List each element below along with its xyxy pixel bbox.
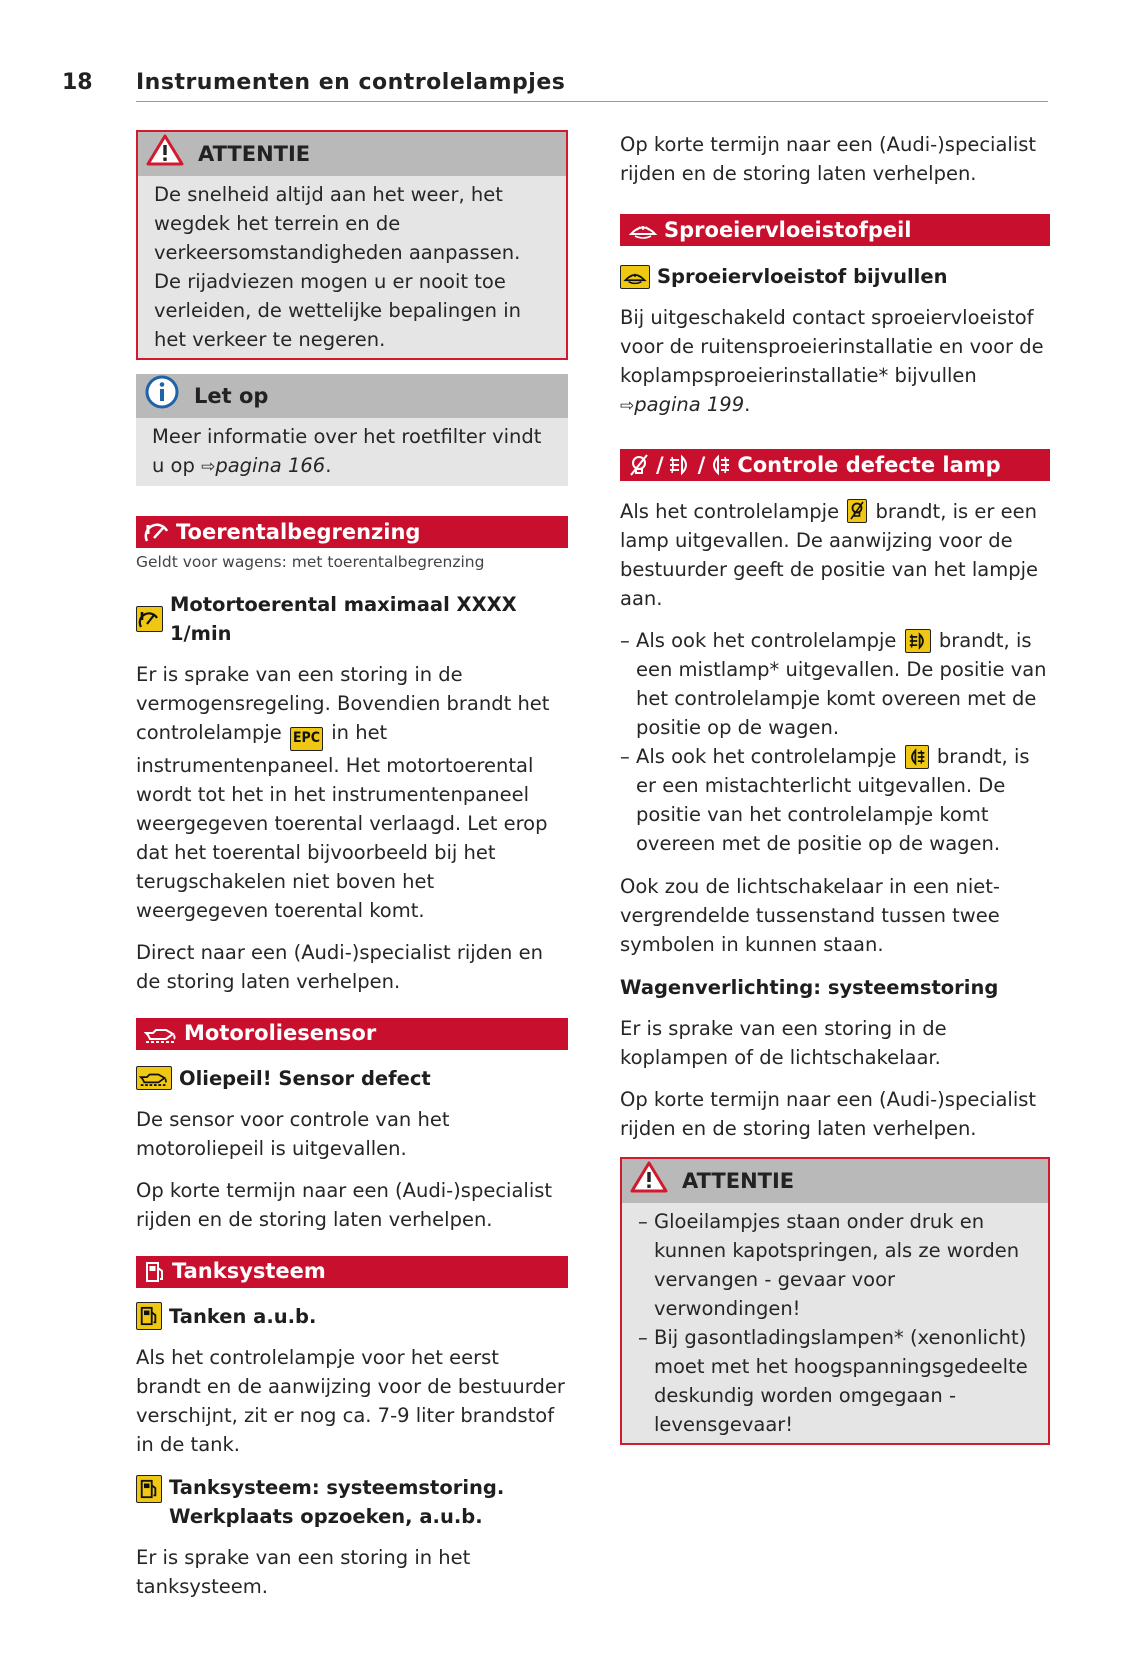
section-toerentalbegrenzing [136,516,568,548]
separator-slash: / [697,452,706,477]
applies-note: Geldt voor wagens: met toerentalbegrenzing [136,553,485,571]
section-controle-defecte-lamp [620,449,1050,481]
subhead-sproeiervloeistof: Sproeiervloeistof bijvullen [620,262,1050,291]
section-motoroliesensor [136,1018,568,1050]
paragraph: Als het controlelampje brandt, is er een lamp uitgevallen. De aanwijzing voor de bestuurder geeft de positie van het lampje aan. [620,500,1039,610]
attentie-header [138,132,566,176]
page-reference-link[interactable]: pagina 166 [215,454,326,477]
oil-sensor-icon [136,1066,172,1090]
fuel-icon [136,1302,162,1330]
rpm-limit-icon [144,521,170,543]
dash-list [638,1207,1034,1439]
paragraph: Als het controlelampje voor het eerst brandt en de aanwijzing voor de bestuurder verschijnt, zit er nog ca. 7-9 liter brandstof in de tank. [136,1345,565,1456]
paragraph: Op korte termijn naar een (Audi-)specialist rijden en de storing laten verhelpen. [620,133,1037,185]
page-reference-link[interactable]: pagina 199 [634,393,745,416]
attentie-box [620,1157,1050,1445]
paragraph: Op korte termijn naar een (Audi-)specialist rijden en de storing laten verhelpen. [620,1088,1037,1140]
attentie-label: ATTENTIE [198,141,311,166]
letop-label: Let op [194,383,269,408]
bulb-icon [628,453,650,477]
subhead-motortoerental: Motortoerental maximaal XXXX 1/min [136,590,568,648]
section-title: Motoroliesensor [184,1021,377,1045]
paragraph: Er is sprake van een storing in het tanksysteem. [136,1545,471,1598]
reference-arrow-icon: ⇨ [620,396,635,416]
letop-header [136,374,568,418]
section-sproeiervloeistofpeil [620,214,1050,246]
subhead-oliepeil: Oliepeil! Sensor defect [136,1064,568,1093]
rpm-limit-icon [136,606,163,632]
attentie-box [136,130,568,360]
attentie-text: De snelheid altijd aan het weer, het wegdek het terrein en de verkeersomstandigheden aanpassen. De rijadviezen mogen u er nooit toe verleiden, de wettelijke bepalingen in het verkeer te negeren. [154,183,521,351]
warning-triangle-icon [146,134,184,174]
info-icon [144,374,180,418]
fuel-icon [136,1475,162,1503]
dash-list [620,626,1050,858]
section-title: Toerentalbegrenzing [176,519,421,544]
attentie-text [622,1203,1048,1443]
warning-triangle-icon [630,1161,668,1201]
paragraph: Op korte termijn naar een (Audi-)specialist rijden en de storing laten verhelpen. [136,1178,553,1231]
page-header: Instrumenten en controlelampjes [136,70,566,95]
fuel-icon [144,1260,166,1284]
section-tanksysteem [136,1256,568,1288]
washer-fluid-icon [628,221,658,239]
header-divider [136,101,1048,102]
list-item: – Bij gasontladingslampen* (xenonlicht) moet met het hoogspanningsgedeelte deskundig worden omgegaan - levensgevaar! [638,1323,1034,1439]
reference-arrow-icon: ⇨ [201,457,216,477]
oil-sensor-icon [144,1025,178,1043]
epc-icon: EPC [290,727,323,751]
paragraph: Ook zou de lichtschakelaar in een niet-vergrendelde tussenstand tussen twee symbolen in kunnen staan. [620,875,1000,956]
separator-slash: / [656,452,664,477]
attentie-label: ATTENTIE [682,1168,795,1193]
attentie-header [622,1159,1048,1203]
letop-box [136,374,568,486]
list-item: – Gloeilampjes staan onder druk en kunnen kapotspringen, als ze worden vervangen - gevaar voor verwondingen! [638,1207,1034,1323]
left-column [136,130,568,1614]
subhead-tanksysteem-storing: Tanksysteem: systeemstoring. Werkplaats opzoeken, a.u.b. [136,1473,568,1531]
washer-fluid-icon [620,265,650,289]
bulb-icon [847,499,867,523]
right-column [620,130,1050,1459]
paragraph: De sensor voor controle van het motoroliepeil is uitgevallen. [136,1107,450,1160]
letop-text: Meer informatie over het roetfilter vindt u op ⇨pagina 166. [152,425,542,477]
paragraph: Direct naar een (Audi-)specialist rijden en de storing laten verhelpen. [136,940,543,993]
section-title: Tanksysteem [172,1259,326,1283]
subhead-wagenverlichting: Wagenverlichting: systeemstoring [620,976,999,999]
rear-fog-lamp-icon [709,454,731,476]
page-number: 18 [62,70,93,95]
paragraph: Bij uitgeschakeld contact sproeiervloeistof voor de ruitensproeierinstallatie en voor de koplampsproeierinstallatie* bijvullen ⇨pagina 199. [620,306,1044,416]
subhead-tanken: Tanken a.u.b. [136,1302,568,1331]
rear-fog-lamp-icon [905,745,929,769]
fog-lamp-icon [668,454,692,476]
section-title: Sproeiervloeistofpeil [664,217,912,242]
fog-lamp-icon [905,629,931,653]
paragraph: Er is sprake van een storing in de koplampen of de lichtschakelaar. [620,1017,947,1069]
paragraph: Er is sprake van een storing in de vermogensregeling. Bovendien brandt het controlelampje EPC in het instrumentenpaneel. Het motortoerental wordt tot het in het instrumentenpaneel weergegeven toerental verlaagd. Let erop dat het toerental bijvoorbeeld bij het terugschakelen niet boven het weergegeven toerental komt. [136,663,550,922]
list-item: – Als ook het controlelampje brandt, is er een mistachterlicht uitgevallen. De positie van het controlelampje komt overeen met de positie op de wagen. [620,742,1050,858]
section-title: Controle defecte lamp [737,452,1001,477]
list-item: – Als ook het controlelampje brandt, is een mistlamp* uitgevallen. De positie van het controlelampje komt overeen met de positie op de wagen. [620,626,1050,742]
